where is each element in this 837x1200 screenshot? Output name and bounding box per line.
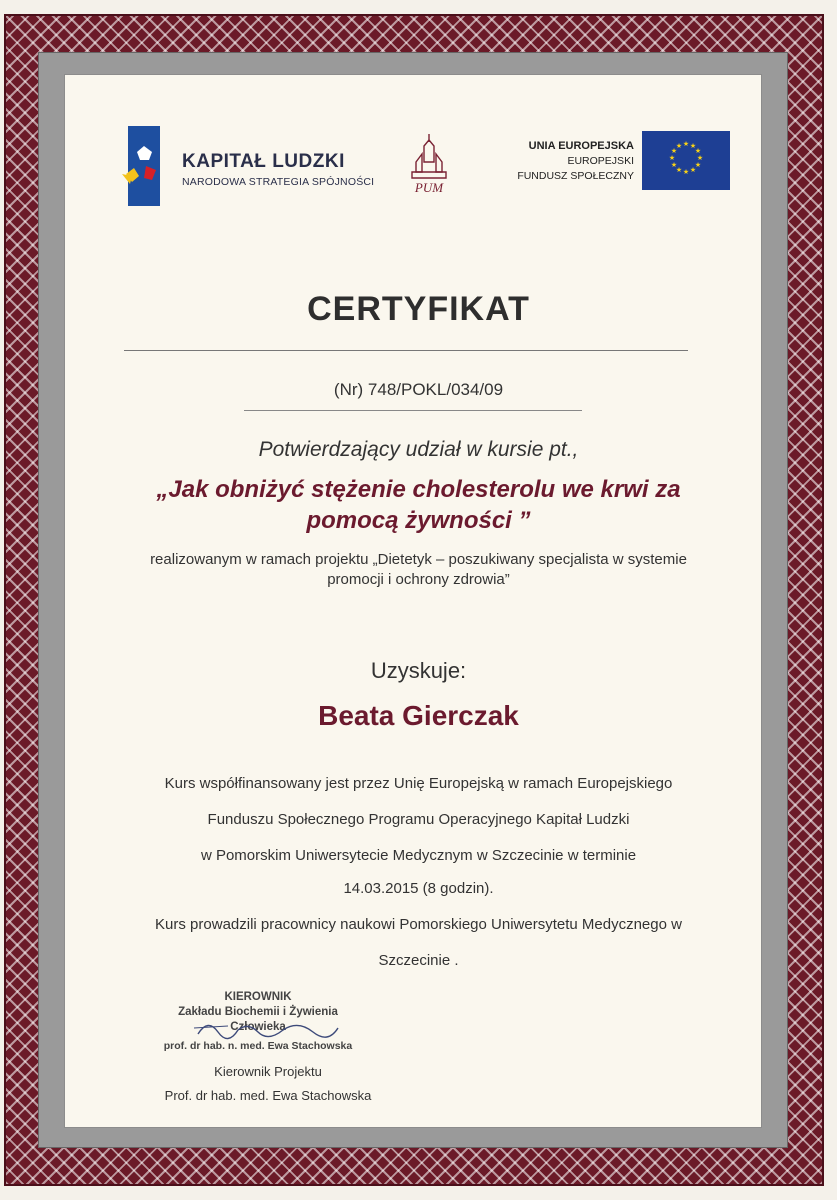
- number-divider: [244, 410, 582, 411]
- svg-text:★: ★: [675, 142, 683, 150]
- project-line1: realizowanym w ramach projektu „Dietetyk – poszukiwany specjalista w systemie: [150, 551, 687, 568]
- svg-text:★: ★: [689, 142, 697, 150]
- eu-flag-icon: [642, 131, 730, 190]
- stamp-line1: KIEROWNIK: [224, 991, 292, 1003]
- eu-line3: FUNDUSZ SPOŁECZNY: [517, 170, 634, 182]
- body-line: Kurs współfinansowany jest przez Unię Europejską w ramach Europejskiego: [164, 775, 673, 792]
- svg-text:★: ★: [696, 154, 704, 162]
- svg-text:★: ★: [675, 166, 683, 174]
- certificate-title: CERTYFIKAT: [307, 290, 530, 328]
- kapital-ludzki-text: [182, 151, 374, 188]
- pum-logo-text: PUM: [414, 180, 444, 195]
- course-title-line2: pomocą żywności ”: [306, 507, 531, 534]
- certificate-paper: [64, 74, 762, 1128]
- svg-text:★: ★: [670, 147, 678, 155]
- svg-text:★: ★: [670, 161, 678, 169]
- kapital-ludzki-subtitle: NARODOWA STRATEGIA SPÓJNOŚCI: [182, 176, 375, 188]
- body-line: w Pomorskim Uniwersytecie Medycznym w Szczecinie w terminie: [200, 847, 637, 864]
- body-line: Kurs prowadzili pracownicy naukowi Pomorskiego Uniwersytetu Medycznego w: [155, 916, 682, 933]
- certificate-number: (Nr) 748/POKL/034/09: [333, 380, 504, 399]
- course-title-line1: „Jak obniżyć stężenie cholesterolu we krwi za: [156, 476, 681, 503]
- svg-text:★: ★: [694, 161, 702, 169]
- pum-logo: [404, 132, 454, 196]
- body-line: 14.03.2015 (8 godzin).: [343, 880, 494, 897]
- svg-text:★: ★: [682, 140, 690, 148]
- stamp-line3: prof. dr hab. n. med. Ewa Stachowska: [163, 1040, 353, 1052]
- kapital-ludzki-logo: [122, 126, 164, 206]
- project-manager-role: Kierownik Projektu: [214, 1064, 322, 1079]
- obtains-label: Uzyskuje:: [370, 658, 467, 683]
- kapital-ludzki-title: KAPITAŁ LUDZKI: [182, 151, 345, 172]
- confirm-text: Potwierdzający udział w kursie pt.,: [258, 438, 579, 461]
- project-manager-person: Prof. dr hab. med. Ewa Stachowska: [164, 1088, 372, 1103]
- svg-text:★: ★: [689, 166, 697, 174]
- svg-text:★: ★: [682, 168, 690, 176]
- project-line2: promocji i ochrony zdrowia”: [327, 571, 510, 588]
- eu-line2: EUROPEJSKI: [567, 155, 634, 167]
- recipient-name: Beata Gierczak: [318, 700, 519, 731]
- stamp-line2: Zakładu Biochemii i Żywienia Człowieka: [178, 1006, 338, 1033]
- eu-line1: UNIA EUROPEJSKA: [528, 140, 634, 152]
- project-text: [90, 550, 747, 590]
- eu-text: [494, 139, 634, 184]
- title-divider: [124, 350, 688, 351]
- body-line: Szczecinie .: [378, 952, 459, 969]
- handwritten-signature: [188, 1014, 348, 1042]
- svg-text:★: ★: [694, 147, 702, 155]
- course-title: [60, 474, 777, 536]
- svg-text:★: ★: [668, 154, 676, 162]
- project-manager: [148, 1060, 388, 1108]
- body-line: Funduszu Społecznego Programu Operacyjnego Kapitał Ludzki: [207, 811, 630, 828]
